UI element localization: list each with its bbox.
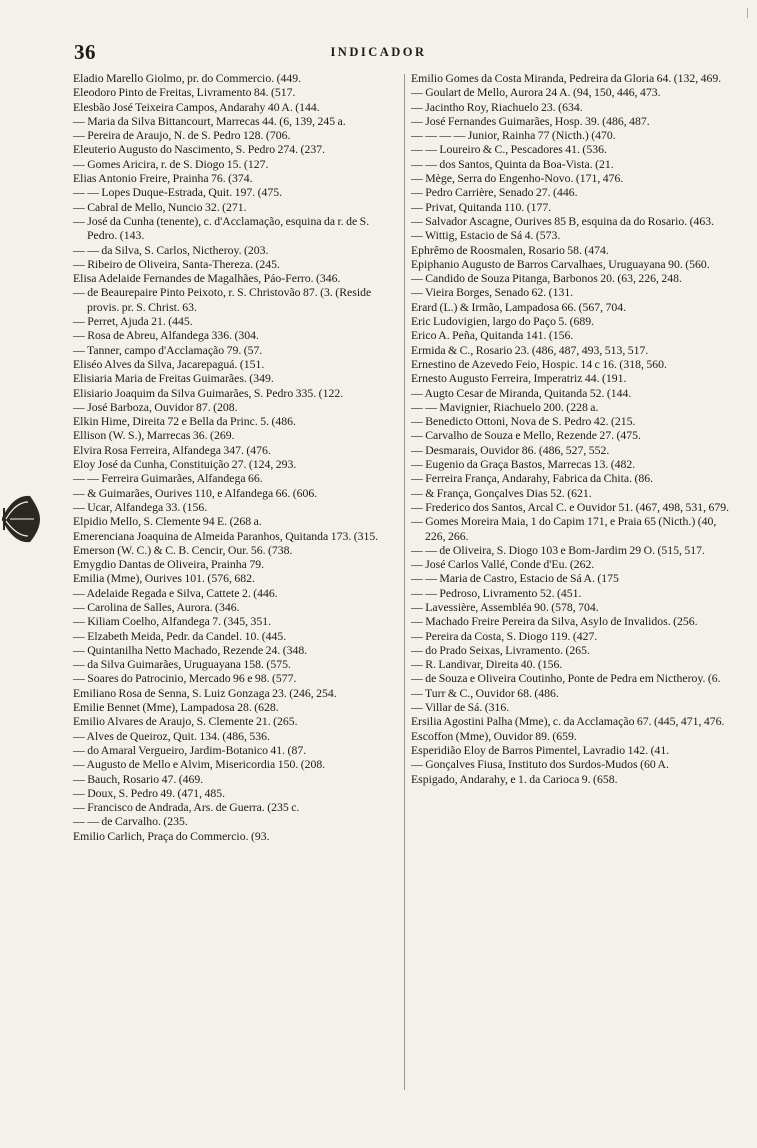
directory-entry: Epiphanio Augusto de Barros Carvalhaes, Uruguayana 90. (560. <box>411 257 710 271</box>
directory-entry: Emilio Carlich, Praça do Commercio. (93. <box>73 829 270 843</box>
directory-entry: Escoffon (Mme), Ouvidor 89. (659. <box>411 729 577 743</box>
directory-entry: Elisiaria Maria de Freitas Guimarães. (349. <box>73 372 274 386</box>
directory-entry: — Francisco de Andrada, Ars. de Guerra. (235 c. <box>73 801 300 815</box>
directory-entry: — Gomes Aricira, r. de S. Diogo 15. (127. <box>73 157 269 171</box>
directory-entry: — Desmarais, Ouvidor 86. (486, 527, 552. <box>411 443 610 457</box>
directory-entry: — Alves de Queiroz, Quit. 134. (486, 536. <box>73 729 270 743</box>
directory-entry: Elias Antonio Freire, Prainha 76. (374. <box>73 172 253 186</box>
directory-entry: — Gomes Moreira Maia, 1 do Capim 171, e Praia 65 (Nicth.) (40, 226, 266. <box>411 515 717 543</box>
directory-entry: — Carvalho de Souza e Mello, Rezende 27. (475. <box>411 429 641 443</box>
directory-entry: — — de Oliveira, S. Diogo 103 e Bom-Jardim 29 O. (515, 517. <box>411 543 705 557</box>
column-divider <box>404 74 405 1090</box>
directory-entry: — Wittig, Estacio de Sá 4. (573. <box>411 229 561 243</box>
directory-entry: — — — — Junior, Rainha 77 (Nicth.) (470. <box>411 129 616 143</box>
directory-entry: Emerson (W. C.) & C. B. Cencir, Our. 56. (738. <box>73 543 293 557</box>
directory-entry: Eladio Marello Giolmo, pr. do Commercio. (449. <box>73 72 302 85</box>
directory-entry: — — Mavignier, Riachuelo 200. (228 a. <box>411 400 599 414</box>
directory-entry: Elisiario Joaquim da Silva Guimarães, S. Pedro 335. (122. <box>73 386 344 400</box>
directory-entry: Emilia (Mme), Ourives 101. (576, 682. <box>73 572 255 586</box>
directory-entry: Ellison (W. S.), Marrecas 36. (269. <box>73 429 235 443</box>
directory-entry: Elisa Adelaide Fernandes de Magalhães, Páo-Ferro. (346. <box>73 272 341 286</box>
directory-entry: Erico A. Peña, Quitanda 141. (156. <box>411 329 574 343</box>
directory-entry: — Turr & C., Ouvidor 68. (486. <box>411 686 559 700</box>
directory-entry: — José Carlos Vallé, Conde d'Eu. (262. <box>411 558 595 572</box>
directory-entry: Esperidião Eloy de Barros Pimentel, Lavradio 142. (41. <box>411 743 670 757</box>
directory-entry: Elkin Hime, Direita 72 e Bella da Princ. 5. (486. <box>73 415 296 429</box>
running-title: INDICADOR <box>330 45 427 59</box>
directory-entry: — do Prado Seixas, Livramento. (265. <box>411 643 590 657</box>
directory-entry: — José Barboza, Ouvidor 87. (208. <box>73 400 238 414</box>
directory-entry: — — Lopes Duque-Estrada, Quit. 197. (475. <box>73 186 283 200</box>
directory-entry: — Vieira Borges, Senado 62. (131. <box>411 286 574 300</box>
directory-entry: Emilie Bennet (Mme), Lampadosa 28. (628. <box>73 701 279 715</box>
directory-entry: Ermida & C., Rosario 23. (486, 487, 493, 513, 517. <box>411 343 649 357</box>
directory-entry: — do Amaral Vergueiro, Jardim-Botanico 41. (87. <box>73 743 307 757</box>
directory-entry: — — dos Santos, Quinta da Boa-Vista. (21. <box>411 157 614 171</box>
directory-entry: — Augusto de Mello e Alvim, Misericordia 150. (208. <box>73 758 326 772</box>
directory-entry: — Adelaide Regada e Silva, Cattete 2. (446. <box>73 586 278 600</box>
directory-entry: — — de Carvalho. (235. <box>73 815 188 829</box>
page-number: 36 <box>74 40 96 64</box>
directory-entry: — da Silva Guimarães, Uruguayana 158. (575. <box>73 658 291 672</box>
directory-entry: — de Beaurepaire Pinto Peixoto, r. S. Christovão 87. (3. (Reside provis. pr. S. Christ. 63. <box>73 286 372 314</box>
directory-entry: — Bauch, Rosario 47. (469. <box>73 772 204 786</box>
directory-entry: Emilio Alvares de Araujo, S. Clemente 21. (265. <box>73 715 298 729</box>
directory-entry: — — da Silva, S. Carlos, Nictheroy. (203. <box>73 243 269 257</box>
directory-entry: Ernesto Augusto Ferreira, Imperatriz 44. (191. <box>411 372 627 386</box>
directory-entry: — Eugenio da Graça Bastos, Marrecas 13. (482. <box>411 458 636 472</box>
directory-entry: Elesbão José Teixeira Campos, Andarahy 40 A. (144. <box>73 100 320 114</box>
directory-entry: — Elzabeth Meida, Pedr. da Candel. 10. (445. <box>73 629 287 643</box>
corner-mark: ᛁ <box>744 8 751 20</box>
directory-entry: Emilio Gomes da Costa Miranda, Pedreira da Gloria 64. (132, 469. <box>411 72 722 85</box>
directory-entry: Erard (L.) & Irmão, Lampadosa 66. (567, 704. <box>411 300 627 314</box>
directory-entry: Eloy José da Cunha, Constituição 27. (124, 293. <box>73 458 297 472</box>
directory-entry: — Soares do Patrocinio, Mercado 96 e 98. (577. <box>73 672 297 686</box>
directory-entry: — Privat, Quitanda 110. (177. <box>411 200 552 214</box>
directory-entry: Emygdio Dantas de Oliveira, Prainha 79. <box>73 558 265 572</box>
directory-entry: — Pereira de Araujo, N. de S. Pedro 128. (706. <box>73 129 291 143</box>
directory-entry: Emiliano Rosa de Senna, S. Luiz Gonzaga 23. (246, 254. <box>73 686 337 700</box>
directory-entry: — Jacintho Roy, Riachuelo 23. (634. <box>411 100 583 114</box>
directory-entry: Ephrêmo de Roosmalen, Rosario 58. (474. <box>411 243 609 257</box>
binding-spine-icon <box>0 488 44 550</box>
directory-entry: — José da Cunha (tenente), c. d'Acclamação, esquina da r. de S. Pedro. (143. <box>73 214 370 243</box>
right-column <box>411 72 734 787</box>
directory-entry: Eleuterio Augusto do Nascimento, S. Pedro 274. (237. <box>73 143 326 157</box>
directory-entry: — Quintanilha Netto Machado, Rezende 24. (348. <box>73 643 308 657</box>
directory-entry: — Gonçalves Fiusa, Instituto dos Surdos-Mudos (60 A. <box>411 758 669 772</box>
directory-entry: — & França, Gonçalves Dias 52. (621. <box>411 486 592 500</box>
directory-entry: — Maria da Silva Bittancourt, Marrecas 44. (6, 139, 245 a. <box>73 114 346 128</box>
directory-entry: Eliséo Alves da Silva, Jacarepaguá. (151. <box>73 357 265 371</box>
directory-entry: — Pereira da Costa, S. Diogo 119. (427. <box>411 629 598 643</box>
directory-entry: Eric Ludovigien, largo do Paço 5. (689. <box>411 315 595 329</box>
directory-entry: — — Maria de Castro, Estacio de Sá A. (175 <box>411 572 619 586</box>
directory-entry: — Kiliam Coelho, Alfandega 7. (345, 351. <box>73 615 272 629</box>
directory-entry: — Candido de Souza Pitanga, Barbonos 20. (63, 226, 248. <box>411 272 682 286</box>
directory-entry: — Perret, Ajuda 21. (445. <box>73 315 193 329</box>
directory-entry: — José Fernandes Guimarães, Hosp. 39. (486, 487. <box>411 114 650 128</box>
directory-entry: — Goulart de Mello, Aurora 24 A. (94, 150, 446, 473. <box>411 86 661 100</box>
directory-entry: — — Ferreira Guimarães, Alfandega 66. <box>73 472 263 486</box>
directory-entry: Espigado, Andarahy, e 1. da Carioca 9. (658. <box>411 772 618 786</box>
directory-entry: — Frederico dos Santos, Arcal C. e Ouvidor 51. (467, 498, 531, 679. <box>411 500 730 514</box>
directory-entry: — de Souza e Oliveira Coutinho, Ponte de Pedra em Nictheroy. (6. <box>411 672 721 686</box>
directory-entry: — Benedicto Ottoni, Nova de S. Pedro 42. (215. <box>411 415 636 429</box>
directory-entry: Ersilia Agostini Palha (Mme), c. da Acclamação 67. (445, 471, 476. <box>411 715 725 729</box>
directory-entry: — Augto Cesar de Miranda, Quitanda 52. (144. <box>411 386 632 400</box>
directory-entry: — — Pedroso, Livramento 52. (451. <box>411 586 582 600</box>
directory-entry: — — Loureiro & C., Pescadores 41. (536. <box>411 143 607 157</box>
left-column <box>73 72 398 844</box>
directory-entry: — Salvador Ascagne, Ourives 85 B, esquina da do Rosario. (463. <box>411 214 715 228</box>
directory-entry: — Mège, Serra do Engenho-Novo. (171, 476. <box>411 172 624 186</box>
directory-entry: Elpidio Mello, S. Clemente 94 E. (268 a. <box>73 515 262 529</box>
directory-entry: Eleodoro Pinto de Freitas, Livramento 84. (517. <box>73 86 296 100</box>
directory-entry: — & Guimarães, Ourives 110, e Alfandega 66. (606. <box>73 486 318 500</box>
directory-entry: — Rosa de Abreu, Alfandega 336. (304. <box>73 329 259 343</box>
directory-entry: Ernestino de Azevedo Feio, Hospic. 14 c 16. (318, 560. <box>411 357 667 371</box>
directory-entry: — Doux, S. Pedro 49. (471, 485. <box>73 786 226 800</box>
directory-entry: — Cabral de Mello, Nuncio 32. (271. <box>73 200 247 214</box>
directory-entry: — Tanner, campo d'Acclamação 79. (57. <box>73 343 263 357</box>
directory-entry: Elvira Rosa Ferreira, Alfandega 347. (476. <box>73 443 271 457</box>
directory-entry: — Pedro Carrière, Senado 27. (446. <box>411 186 578 200</box>
directory-entry: Emerenciana Joaquina de Almeida Paranhos, Quitanda 173. (315. <box>73 529 379 543</box>
directory-entry: — Ribeiro de Oliveira, Santa-Thereza. (245. <box>73 257 280 271</box>
directory-entry: — Ferreira França, Andarahy, Fabrica da Chita. (86. <box>411 472 654 486</box>
directory-entry: — Machado Freire Pereira da Silva, Asylo de Invalidos. (256. <box>411 615 698 629</box>
directory-entry: — Villar de Sá. (316. <box>411 701 510 715</box>
directory-entry: — R. Landivar, Direita 40. (156. <box>411 658 563 672</box>
directory-entry: — Lavessière, Assembléa 90. (578, 704. <box>411 600 599 614</box>
directory-entry: — Carolina de Salles, Aurora. (346. <box>73 600 240 614</box>
directory-entry: — Ucar, Alfandega 33. (156. <box>73 500 208 514</box>
